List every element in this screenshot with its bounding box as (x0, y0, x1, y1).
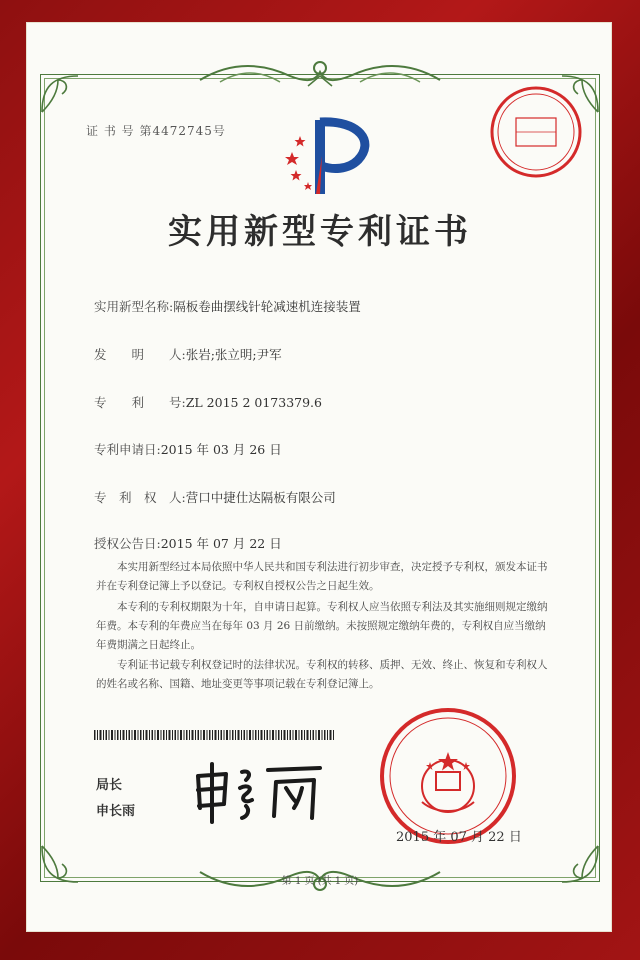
barcode (94, 730, 334, 740)
paragraph-term: 本专利的专利权期限为十年，自申请日起算。专利权人应当依照专利法及其实施细则规定缴纳年费。本专利的年费应当在每年 03 月 26 日前缴纳。未按照规定缴纳年费的，专利权自应当缴纳年费期满之日起终止。 (96, 601, 548, 651)
field-patentee: 专 利 权 人:营口中捷仕达隔板有限公司 (94, 490, 336, 505)
field-application-date: 专利申请日:2015 年 03 月 26 日 (94, 442, 282, 457)
paragraph-grant: 本实用新型经过本局依照中华人民共和国专利法进行初步审查，决定授予专利权，颁发本证书并在专利登记簿上予以登记。专利权自授权公告之日起生效。 (96, 561, 548, 592)
field-inventors: 发 明 人:张岩;张立明;尹军 (94, 347, 282, 362)
field-grant-date: 授权公告日:2015 年 07 月 22 日 (94, 536, 282, 551)
top-ornament (190, 52, 450, 92)
agency-seal (488, 84, 584, 180)
certificate-number: 证 书 号 第4472745号 (86, 124, 226, 138)
issue-date: 2015 年 07 月 22 日 (396, 830, 522, 845)
director-signature (190, 758, 330, 828)
director-name: 申长雨 (96, 804, 136, 819)
paragraph-legal-status: 专利证书记载专利权登记时的法律状况。专利权的转移、质押、无效、终止、恢复和专利权人的姓名或名称、国籍、地址变更等事项记载在专利登记簿上。 (96, 659, 548, 690)
certificate-title: 实用新型专利证书 (168, 212, 472, 252)
field-utility-name: 实用新型名称:隔板卷曲摆线针轮减速机连接装置 (94, 299, 361, 314)
patent-office-logo (280, 112, 380, 202)
field-patent-number: 专 利 号:ZL 2015 2 0173379.6 (94, 395, 322, 410)
official-seal (378, 706, 518, 846)
director-title: 局长 (96, 778, 123, 793)
page-number: 第 1 页 (共 1 页) (281, 876, 359, 887)
